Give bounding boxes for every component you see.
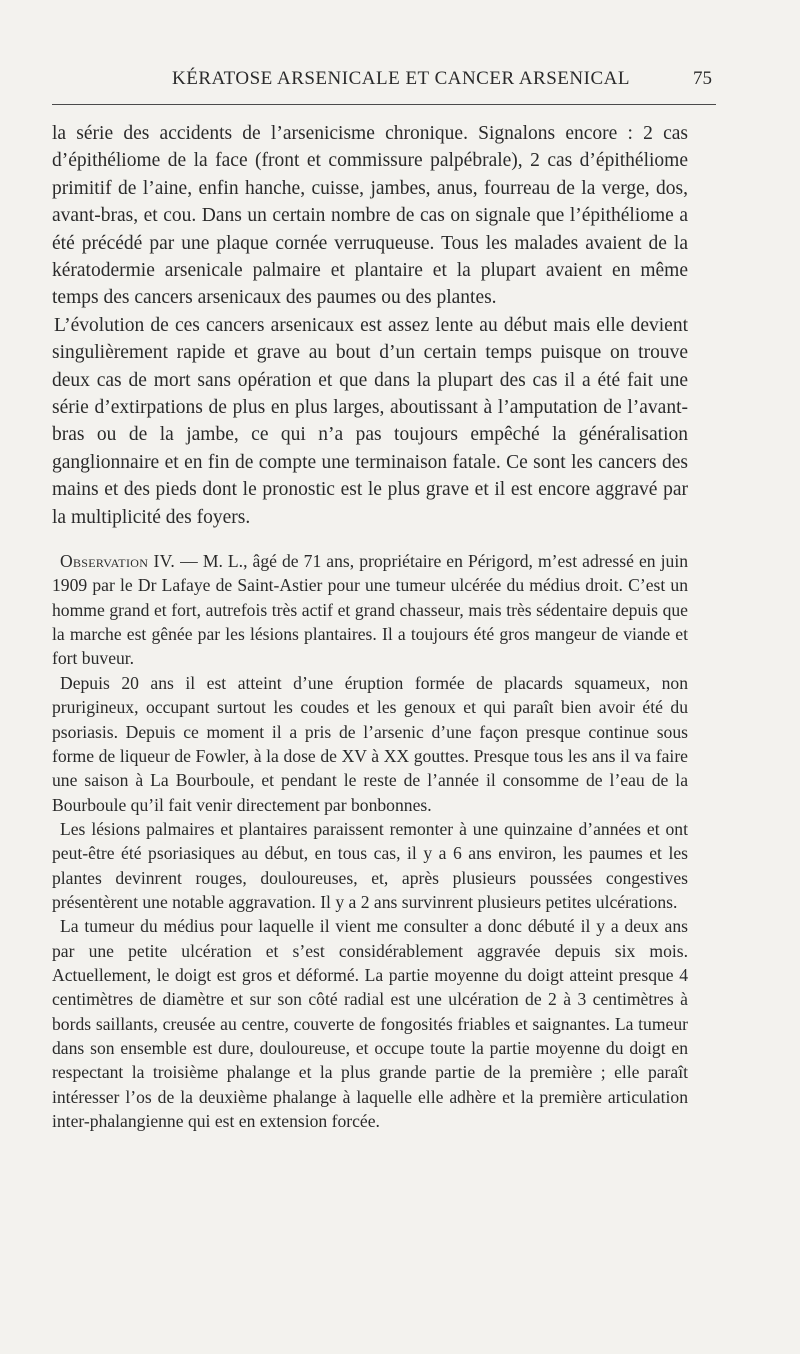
observation-text: — M. L., âgé de 71 ans, propriétaire en Périgord, m’est adressé en juin 1909 par le Dr Lafaye de Saint-Astier pour une tumeur ulcérée du médius droit. C’est un homme grand et fort, autrefois très actif et grand chasseur, mais très sédentaire depuis que la marche est gênée par les lésions plantaires. Il a toujours été gros mangeur de viande et fort buveur. xyxy=(52,551,688,669)
paragraph-psoriasis-history: Depuis 20 ans il est atteint d’une éruption formée de placards squameux, non prurigineux, occupant surtout les coudes et les genoux et qui paraît bien avoir été du psoriasis. Depuis ce moment il a pris de l’arsenic d’une façon presque continue sous forme de liqueur de Fowler, à la dose de XV à XX gouttes. Presque tous les ans il va faire une saison à La Bourboule, et pendant le reste de l’année il consomme de l’eau de la Bourboule qu’il fait venir directement par bonbonnes. xyxy=(52,672,688,815)
paragraph-tumor-description: La tumeur du médius pour laquelle il vient me consulter a donc débuté il y a deux ans par une petite ulcération et s’est considérablement aggravée depuis six mois. Actuellement, le doigt est gros et déformé. La partie moyenne du doigt atteint presque 4 centimètres de diamètre et sur son côté radial est une ulcération de 2 à 3 centimètres à bords saillants, creusée au centre, couverte de fongosités friables et saignantes. La tumeur dans son ensemble est dure, douloureuse, et occupe toute la partie moyenne du doigt en respectant la troisième phalange et la plus grande partie de la première ; elle paraît intéresser l’os de la deuxième phalange à laquelle elle adhère et la première articulation inter-phalangienne qui est en extension forcée. xyxy=(52,916,688,1131)
page-number: 75 xyxy=(693,68,712,89)
paragraph-arsenicism-cases: la série des accidents de l’arsenicisme chronique. Signalons encore : 2 cas d’épithéliome de la face (front et commissure palpébrale), 2 cas d’épithéliome primitif de l’aine, enfin hanche, cuisse, jambes, anus, fourreau de la verge, dos, avant-bras, et cou. Dans un certain nombre de cas on signale que l’épithéliome a été précédé par une plaque cornée verruqueuse. Tous les malades avaient de la kératodermie arsenicale palmaire et plantaire et la plupart avaient en même temps des cancers arsenicaux des paumes ou des plantes. xyxy=(52,123,688,309)
header-rule xyxy=(52,104,716,105)
paragraph-palmar-lesions: Les lésions palmaires et plantaires paraissent remonter à une quinzaine d’années et ont peut-être été psoriasiques au début, en tous cas, il y a 6 ans environ, les paumes et les plantes devinrent rouges, douloureuses, et, après plusieurs poussées congestives présentèrent une notable aggravation. Il y a 2 ans survinrent plusieurs petites ulcérations. xyxy=(52,818,688,912)
observation-paragraph xyxy=(52,549,688,671)
paragraph-evolution: L’évolution de ces cancers arsenicaux est assez lente au début mais elle devient singulièrement rapide et grave au bout d’un certain temps puisque on trouve deux cas de mort sans opération et que dans la plupart des cas il a été fait une série d’extirpations de plus en plus larges, aboutissant à l’amputation de l’avant-bras ou de la jambe, ce qui n’a pas toujours empêché la généralisation ganglionnaire et en fin de compte une terminaison fatale. Ce sont les cancers des mains et des pieds dont le pronostic est le plus grave et il est encore aggravé par la multiplicité des foyers. xyxy=(52,314,688,528)
observation-heading: Observation IV. xyxy=(60,551,176,572)
body-text xyxy=(52,120,688,1133)
running-header xyxy=(52,68,712,96)
running-title: KÉRATOSE ARSENICALE ET CANCER ARSENICAL xyxy=(172,68,630,89)
